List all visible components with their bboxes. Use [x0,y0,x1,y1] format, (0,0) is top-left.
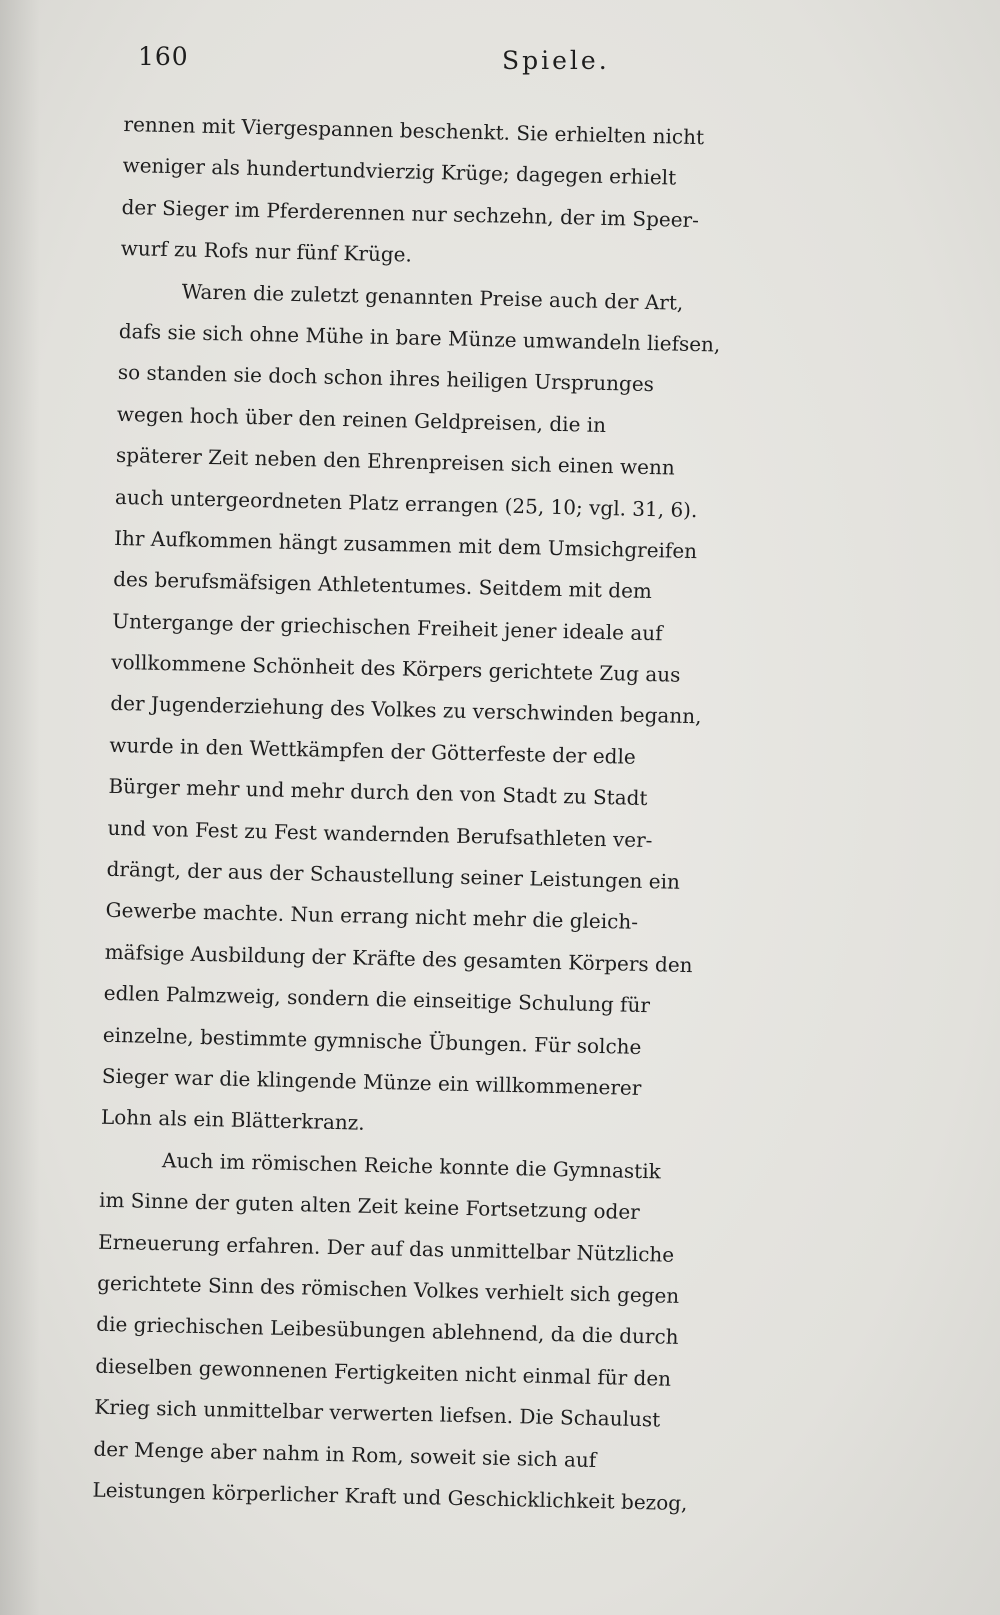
text-line: rennen mit Viergespannen beschenkt. Sie erhielten nicht [123,111,705,150]
page-edge-shadow [0,0,40,1615]
page-number: 160 [138,42,189,71]
running-head: Spiele. [502,46,610,75]
text-line: Erneuerung erfahren. Der auf das unmittelbar Nützliche [97,1229,675,1267]
text-line: Leistungen körperlicher Kraft und Geschicklichkeit bezog, [92,1477,688,1516]
text-line: die griechischen Leibesübungen ablehnend, da die durch [96,1312,679,1350]
text-line: so standen sie doch schon ihres heiligen Ursprunges [117,360,655,397]
text-line: des berufsmäfsigen Athletentumes. Seitdem mit dem [112,567,653,604]
text-line: Untergange der griechischen Freiheit jener ideale auf [112,608,663,646]
text-line: Gewerbe machte. Nun errang nicht mehr die gleich- [105,898,639,935]
text-line: drängt, der aus der Schaustellung seiner Leistungen ein [106,856,681,894]
text-line: vollkommene Schönheit des Körpers gerichtete Zug aus [111,649,681,687]
text-line: der Sieger im Pferderennen nur sechzehn, der im Speer- [121,194,700,232]
text-line: einzelne, bestimmte gymnische Übungen. Für solche [102,1022,642,1059]
text-line: wurde in den Wettkämpfen der Götterfeste der edle [109,732,637,769]
text-line: späterer Zeit neben den Ehrenpreisen sich einen wenn [115,443,676,480]
text-line: der Jugenderziehung des Volkes zu verschwinden begann, [110,691,702,729]
text-line: Ihr Aufkommen hängt zusammen mit dem Umsichgreifen [113,525,698,564]
text-line: dafs sie sich ohne Mühe in bare Münze umwandeln liefsen, [118,318,721,357]
text-line: Sieger war die klingende Münze ein willkommenerer [101,1063,642,1100]
text-line: dieselben gewonnenen Fertigkeiten nicht einmal für den [95,1353,672,1391]
text-line: wegen hoch über den reinen Geldpreisen, die in [116,401,607,437]
text-line: und von Fest zu Fest wandernden Berufsathleten ver- [107,815,653,852]
text-line: im Sinne der guten alten Zeit keine Fortsetzung oder [98,1187,641,1225]
text-line: der Menge aber nahm in Rom, soweit sie sich auf [93,1436,597,1472]
text-line: gerichtete Sinn des römischen Volkes verhielt sich gegen [96,1270,680,1308]
text-line: Krieg sich unmittelbar verwerten liefsen. Die Schaulust [94,1394,661,1432]
body-text [92,104,954,1530]
text-line: weniger als hundertundvierzig Krüge; dagegen erhielt [122,153,677,190]
text-line: Lohn als ein Blätterkranz. [100,1105,365,1136]
page-header [138,42,940,82]
text-line: mäfsige Ausbildung der Kräfte des gesamten Körpers den [104,939,693,977]
text-line: wurf zu Rofs nur fünf Krüge. [120,236,413,267]
paragraph-start-line: Auch im römischen Reiche konnte die Gymnastik [161,1147,662,1184]
paragraph-start-line: Waren die zuletzt genannten Preise auch der Art, [181,278,684,315]
text-line: auch untergeordneten Platz errangen (25, 10; vgl. 31, 6). [114,484,698,522]
text-line: Bürger mehr und mehr durch den von Stadt zu Stadt [108,774,648,811]
text-line: edlen Palmzweig, sondern die einseitige Schulung für [103,980,651,1018]
